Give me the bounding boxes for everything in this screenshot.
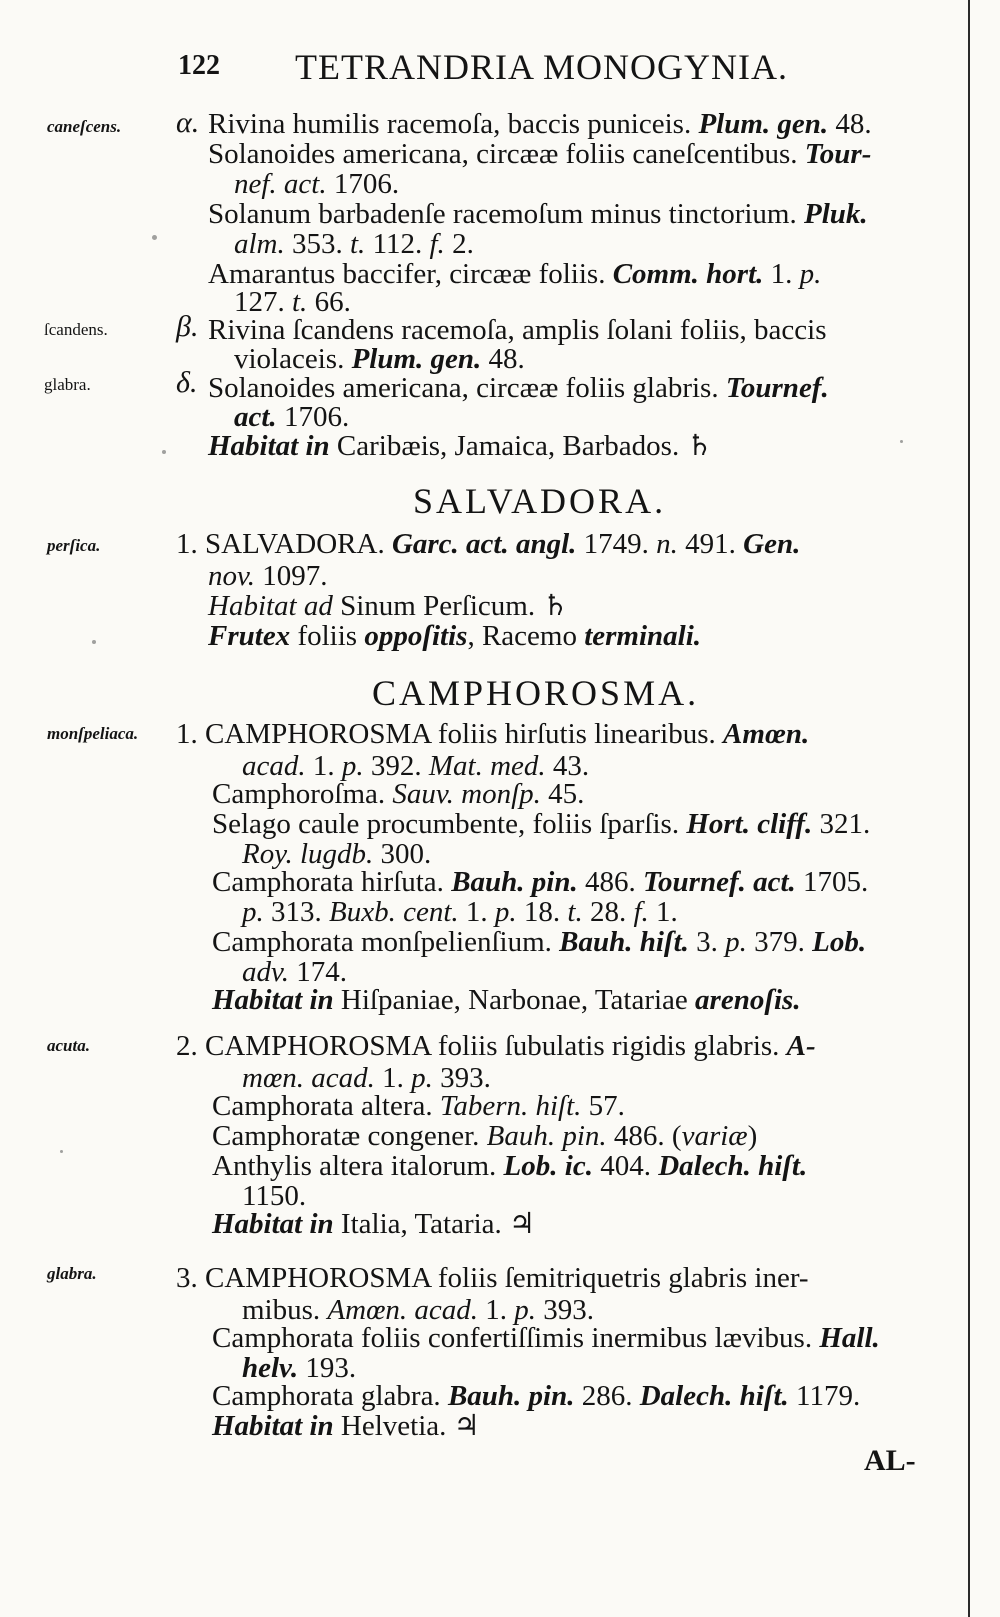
text-run: Garc. act. angl. <box>391 528 577 560</box>
text-line <box>234 343 525 375</box>
text-line <box>208 560 327 592</box>
text-run: Hiſpaniae, Narbonae, Tatariae <box>333 984 696 1016</box>
text-run: Anthylis altera italorum. <box>212 1150 504 1182</box>
text-line <box>212 1380 860 1412</box>
text-run: Frutex <box>208 620 291 652</box>
text-run: 112. <box>365 228 430 260</box>
ink-speck <box>92 640 96 644</box>
ink-speck <box>152 235 157 240</box>
text-line <box>234 401 349 433</box>
text-run: Camphorata monſpelienſium. <box>212 926 560 958</box>
text-run: Mat. med. <box>428 750 546 782</box>
text-line <box>208 314 827 346</box>
text-run: Habitat ad <box>208 590 333 622</box>
text-run: 1. <box>374 1062 412 1094</box>
text-run: Plum. gen. <box>351 343 482 375</box>
text-run: p. <box>411 1062 433 1094</box>
text-run: nef. act. <box>234 168 327 200</box>
text-run: 491. <box>677 528 744 560</box>
text-run: A- <box>786 1030 816 1062</box>
text-line <box>212 1322 880 1354</box>
text-run: Sinum Perſicum. <box>332 590 543 622</box>
text-run: 393. <box>536 1294 595 1326</box>
text-line <box>176 1262 809 1294</box>
text-run: 404. <box>592 1150 659 1182</box>
text-run: 379. <box>746 926 813 958</box>
text-run: variæ <box>681 1120 748 1152</box>
margin-note-glabra-2: glabra. <box>47 1264 97 1283</box>
text-run: 392. <box>363 750 429 782</box>
text-run: Camphorata altera. <box>212 1090 440 1122</box>
text-run: Amœn. <box>723 718 810 750</box>
text-line <box>234 168 399 200</box>
text-run: ♄ <box>542 590 569 622</box>
text-line <box>212 984 801 1016</box>
text-run: p. <box>725 926 747 958</box>
text-line <box>208 108 872 140</box>
page-number: 122 <box>178 50 220 81</box>
text-run: Bauh. pin. <box>486 1120 607 1152</box>
text-line <box>176 1030 816 1062</box>
text-run: Bauh. pin. <box>451 866 578 898</box>
text-run: 313. <box>263 896 329 928</box>
text-run: ♃ <box>453 1410 480 1442</box>
text-run: 1. <box>763 258 800 290</box>
text-run: p. <box>514 1294 537 1326</box>
text-run: Habitat in <box>212 1208 334 1240</box>
text-run: oppoſitis <box>364 620 468 652</box>
text-run: 1. <box>648 896 678 928</box>
text-run: 1179. <box>788 1380 861 1412</box>
margin-note-acuta: acuta. <box>47 1036 90 1055</box>
text-run: Comm. hort. <box>612 258 764 290</box>
text-run: Dalech. hiſt. <box>639 1380 789 1412</box>
text-line <box>212 1208 535 1240</box>
text-line <box>212 778 584 810</box>
page-header <box>0 40 1000 96</box>
text-run: Gen. <box>743 528 801 560</box>
text-run: 1. SALVADORA. <box>176 528 392 560</box>
text-run: t. <box>350 228 366 260</box>
genus-heading-salvadora: SALVADORA. <box>413 481 667 521</box>
text-run: Habitat in <box>212 984 334 1016</box>
text-run: 174. <box>288 956 347 988</box>
text-run: Camphoroſma. <box>212 778 393 810</box>
text-run: Rivina humilis racemoſa, baccis puniceis. <box>208 108 699 140</box>
text-run: 353. <box>284 228 350 260</box>
text-run: f. <box>633 896 649 928</box>
text-run: 2. <box>444 228 474 260</box>
text-run: Solanum barbadenſe racemoſum minus tinctorium. <box>208 198 804 230</box>
text-run: ♃ <box>509 1208 536 1240</box>
text-line <box>212 1120 757 1152</box>
text-run: p. <box>341 750 364 782</box>
text-run: 48. <box>828 108 872 140</box>
text-line <box>208 620 701 652</box>
text-run: nov. <box>208 560 255 592</box>
text-run: 1. <box>458 896 495 928</box>
text-line <box>212 926 866 958</box>
text-run: alm. <box>234 228 285 260</box>
text-run: Helvetia. <box>333 1410 454 1442</box>
variety-marker-delta: δ. <box>176 366 198 399</box>
ink-speck <box>162 450 166 454</box>
text-run: Rivina ſcandens racemoſa, amplis ſolani foliis, baccis <box>208 314 827 346</box>
text-run: Tournef. <box>725 372 829 404</box>
ink-speck <box>900 440 903 443</box>
text-run: 486. <box>577 866 643 898</box>
text-run: Camphoratæ congener. <box>212 1120 487 1152</box>
text-run: Solanoides americana, circææ foliis glabris. <box>208 372 726 404</box>
text-run: 1705. <box>795 866 869 898</box>
text-line <box>212 1410 480 1442</box>
text-run: Roy. lugdb. <box>242 838 374 870</box>
page-edge-line <box>968 0 970 1617</box>
text-run: Habitat in <box>208 430 330 462</box>
text-run: 286. <box>574 1380 640 1412</box>
text-line <box>234 228 474 260</box>
margin-note-canescens: caneſcens. <box>47 117 122 136</box>
text-run: 1. CAMPHOROSMA foliis hirſutis linearibus. <box>176 718 724 750</box>
text-run: 193. <box>298 1352 357 1384</box>
text-run: Bauh. hiſt. <box>559 926 689 958</box>
text-line <box>208 590 568 622</box>
text-run: p. <box>799 258 822 290</box>
text-run: 1749. <box>576 528 657 560</box>
text-run: 393. <box>432 1062 491 1094</box>
text-run: helv. <box>242 1352 299 1384</box>
text-run: Camphorata hirſuta. <box>212 866 452 898</box>
text-run: Habitat in <box>212 1410 334 1442</box>
text-line <box>208 198 868 230</box>
text-line <box>212 866 868 898</box>
text-line <box>176 528 800 560</box>
text-run: Tabern. hiſt. <box>439 1090 582 1122</box>
margin-note-persica: perſica. <box>47 536 101 555</box>
text-line <box>208 138 871 170</box>
text-run: mœn. acad. <box>242 1062 375 1094</box>
text-run: Pluk. <box>803 198 868 230</box>
margin-note-monspeliaca: monſpeliaca. <box>47 724 139 743</box>
text-run: foliis <box>290 620 365 652</box>
text-run: t. <box>292 286 308 318</box>
text-run: Camphorata foliis confertiſſimis inermibus lævibus. <box>212 1322 820 1354</box>
text-run: terminali. <box>584 620 702 652</box>
genus-heading-camphorosma: CAMPHOROSMA. <box>372 673 700 713</box>
text-run: 300. <box>373 838 432 870</box>
text-run: 43. <box>545 750 590 782</box>
text-run: Selago caule procumbente, foliis ſparſis. <box>212 808 687 840</box>
text-run: mibus. <box>242 1294 328 1326</box>
text-run: 1150. <box>242 1180 307 1212</box>
text-run: Plum. gen. <box>698 108 829 140</box>
text-run: f. <box>429 228 445 260</box>
text-run: 45. <box>540 778 585 810</box>
text-run: 3. <box>688 926 726 958</box>
text-run: 321. <box>812 808 871 840</box>
text-run: 1097. <box>254 560 328 592</box>
text-run: Bauh. pin. <box>447 1380 575 1412</box>
text-run: acad. <box>242 750 306 782</box>
text-run: arenoſis. <box>695 984 801 1016</box>
text-run: p. <box>494 896 517 928</box>
variety-marker-alpha: α. <box>176 106 200 139</box>
margin-note-glabra-1: glabra. <box>44 375 91 394</box>
text-run: 1. <box>305 750 342 782</box>
text-run: 48. <box>481 343 525 375</box>
text-run: Amœn. acad. <box>327 1294 479 1326</box>
text-run: 1706. <box>326 168 400 200</box>
text-run: Hall. <box>819 1322 880 1354</box>
text-run: ) <box>747 1120 758 1152</box>
text-run: 57. <box>581 1090 625 1122</box>
text-run: Buxb. cent. <box>329 896 459 928</box>
text-run: Hort. cliff. <box>686 808 813 840</box>
text-run: violaceis. <box>234 343 352 375</box>
text-run: Lob. ic. <box>503 1150 593 1182</box>
text-run: Lob. <box>812 926 867 958</box>
text-run: 2. CAMPHOROSMA foliis ſubulatis rigidis glabris. <box>176 1030 787 1062</box>
catchword: AL- <box>864 1444 916 1477</box>
text-run: 486. ( <box>606 1120 682 1152</box>
text-run: n. <box>656 528 678 560</box>
text-run: , Racemo <box>467 620 585 652</box>
text-line <box>212 1150 807 1182</box>
text-run: Camphorata glabra. <box>212 1380 448 1412</box>
text-line <box>212 808 870 840</box>
text-line <box>176 718 809 750</box>
text-run: 3. CAMPHOROSMA foliis ſemitriquetris glabris iner- <box>176 1262 809 1294</box>
text-line <box>208 372 829 404</box>
text-run: 66. <box>307 286 351 318</box>
text-run: Solanoides americana, circææ foliis caneſcentibus. <box>208 138 805 170</box>
text-run: ♄ <box>686 430 713 462</box>
ink-speck <box>60 1150 63 1153</box>
text-run: Amarantus baccifer, circææ foliis. <box>208 258 613 290</box>
text-run: Tour- <box>804 138 872 170</box>
text-run: 1706. <box>276 401 350 433</box>
text-run: t. <box>567 896 583 928</box>
running-title: TETRANDRIA MONOGYNIA. <box>295 47 788 87</box>
text-line <box>242 896 678 928</box>
text-run: 18. <box>516 896 568 928</box>
margin-note-scandens: ſcandens. <box>44 320 108 339</box>
text-run: Caribæis, Jamaica, Barbados. <box>329 430 687 462</box>
variety-marker-beta: β. <box>176 310 199 343</box>
text-line <box>212 1090 625 1122</box>
text-run: Sauv. monſp. <box>392 778 541 810</box>
text-run: Dalech. hiſt. <box>658 1150 808 1182</box>
text-line <box>208 430 712 462</box>
text-run: act. <box>234 401 277 433</box>
text-run: Tournef. act. <box>642 866 796 898</box>
text-run: p. <box>242 896 264 928</box>
text-run: adv. <box>242 956 289 988</box>
text-run: 28. <box>582 896 634 928</box>
text-run: 127. <box>234 286 292 318</box>
text-run: 1. <box>478 1294 515 1326</box>
text-run: Italia, Tataria. <box>333 1208 510 1240</box>
